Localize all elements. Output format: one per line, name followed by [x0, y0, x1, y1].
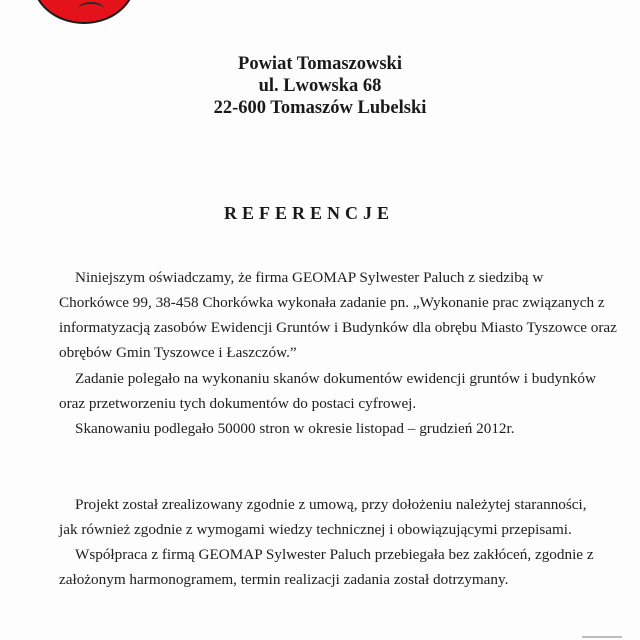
seal-emblem-icon — [78, 2, 104, 16]
paragraph-1-line-2: Chorkówce 99, 38-458 Chorkówka wykonała zadanie pn. „Wykonanie prac związanych z — [59, 294, 605, 311]
paragraph-4-line-2: jak również zgodnie z wymogami wiedzy technicznej i obowiązującymi przepisami. — [59, 521, 572, 538]
paragraph-2-line-1: Zadanie polegało na wykonaniu skanów dokumentów ewidencji gruntów i budynków — [75, 370, 596, 387]
paragraph-5-line-1: Współpraca z firmą GEOMAP Sylwester Paluch przebiegała bez zakłóceń, zgodnie z — [75, 546, 594, 563]
coat-of-arms-seal — [32, 0, 136, 24]
address-line-street: ul. Lwowska 68 — [258, 76, 382, 96]
address-line-city: 22-600 Tomaszów Lubelski — [213, 98, 427, 118]
paragraph-1-line-4: obrębów Gmin Tyszowce i Łaszczów.” — [59, 344, 297, 361]
recipient-address — [0, 53, 640, 119]
scan-edge-mark — [582, 636, 622, 638]
paragraph-1-line-1: Niniejszym oświadczamy, że firma GEOMAP Sylwester Paluch z siedzibą w — [75, 269, 544, 286]
paragraph-3-line-1: Skanowaniu podlegało 50000 stron w okresie listopad – grudzień 2012r. — [75, 420, 515, 437]
paragraph-5-line-2: założonym harmonogramem, termin realizacji zadania został dotrzymany. — [59, 571, 509, 588]
paragraph-2-line-2: oraz przetworzeniu tych dokumentów do postaci cyfrowej. — [59, 395, 417, 412]
address-line-name: Powiat Tomaszowski — [238, 54, 402, 74]
document-heading: REFERENCJE — [223, 203, 394, 223]
paragraph-4-line-1: Projekt został zrealizowany zgodnie z umową, przy dołożeniu należytej staranności, — [75, 496, 587, 513]
paragraph-1-line-3: informatyzacją zasobów Ewidencji Gruntów i Budynków dla obrębu Miasto Tyszowce oraz — [59, 319, 617, 336]
